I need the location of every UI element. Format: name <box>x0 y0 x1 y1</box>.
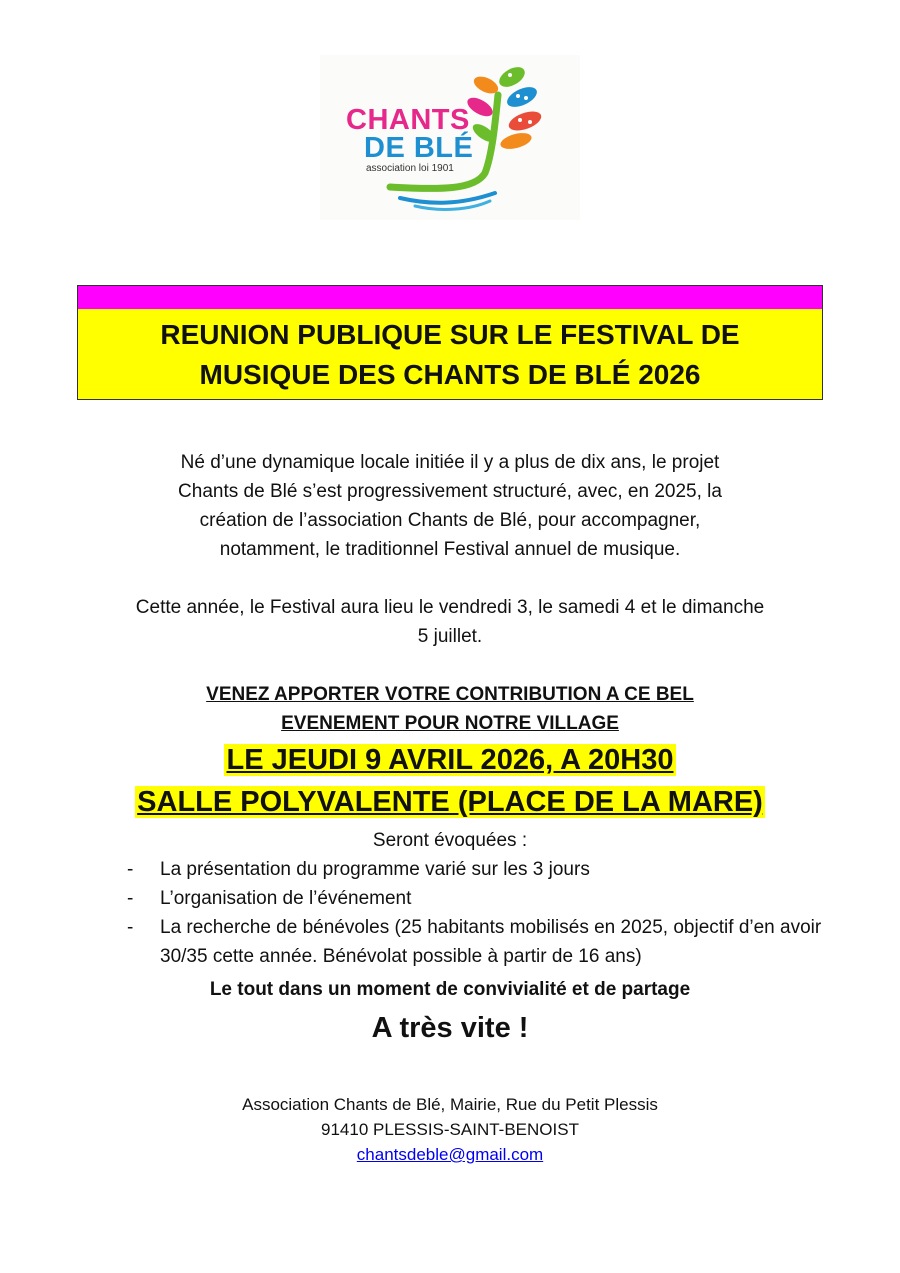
list-item <box>70 855 840 884</box>
meeting-place: SALLE POLYVALENTE (PLACE DE LA MARE) <box>137 786 763 818</box>
agenda-list <box>70 855 840 971</box>
intro-paragraph <box>70 448 830 564</box>
footer-contact <box>70 1092 830 1167</box>
festival-dates-paragraph <box>70 593 830 651</box>
intro-line: création de l’association Chants de Blé, pour accompagner, <box>199 510 701 531</box>
list-item <box>70 884 840 913</box>
list-bullet: - <box>127 917 134 938</box>
meeting-info <box>70 740 830 824</box>
logo-tagline: association loi 1901 <box>366 163 454 174</box>
agenda-intro: Seront évoquées : <box>372 830 528 851</box>
banner-top-strip <box>78 286 822 309</box>
logo-text-chants: CHANTS <box>346 104 470 136</box>
intro-line: Chants de Blé s’est progressivement structuré, avec, en 2025, la <box>178 481 722 502</box>
agenda-item-text: La présentation du programme varié sur les 3 jours <box>160 859 590 880</box>
page-title <box>78 315 822 395</box>
closing-see-you: A très vite ! <box>371 1012 529 1044</box>
list-item <box>70 913 840 971</box>
logo-text-de-ble <box>364 133 473 163</box>
meeting-date: LE JEUDI 9 AVRIL 2026, A 20H30 <box>226 744 674 776</box>
agenda-item-text: La recherche de bénévoles (25 habitants mobilisés en 2025, objectif d’en avoir 30/35 cette année. Bénévolat possible à partir de 16 ans) <box>160 917 822 967</box>
call-line-2: EVENEMENT POUR NOTRE VILLAGE <box>281 713 619 734</box>
footer-address-line-2: 91410 PLESSIS-SAINT-BENOIST <box>321 1120 579 1139</box>
call-to-action <box>70 680 830 738</box>
list-bullet: - <box>127 888 134 909</box>
closing-conviviality: Le tout dans un moment de convivialité et de partage <box>209 979 691 1000</box>
dates-line-2: 5 juillet. <box>417 626 483 647</box>
footer-address-line-1: Association Chants de Blé, Mairie, Rue du Petit Plessis <box>242 1095 658 1114</box>
list-bullet: - <box>127 859 134 880</box>
agenda-item-text: L’organisation de l’événement <box>160 888 412 909</box>
title-banner <box>77 285 823 400</box>
association-logo <box>320 55 580 220</box>
email-link[interactable]: chantsdeble@gmail.com <box>356 1145 544 1164</box>
intro-line: notamment, le traditionnel Festival annuel de musique. <box>219 539 681 560</box>
title-line-2: MUSIQUE DES CHANTS DE BLÉ 2026 <box>199 359 701 390</box>
title-line-1: REUNION PUBLIQUE SUR LE FESTIVAL DE <box>160 319 740 350</box>
call-line-1: VENEZ APPORTER VOTRE CONTRIBUTION A CE BEL <box>206 684 694 705</box>
intro-line: Né d’une dynamique locale initiée il y a plus de dix ans, le projet <box>180 452 720 473</box>
dates-line-1: Cette année, le Festival aura lieu le vendredi 3, le samedi 4 et le dimanche <box>135 597 765 618</box>
logo-text-de-ble-part: DE BLÉ <box>364 132 474 164</box>
